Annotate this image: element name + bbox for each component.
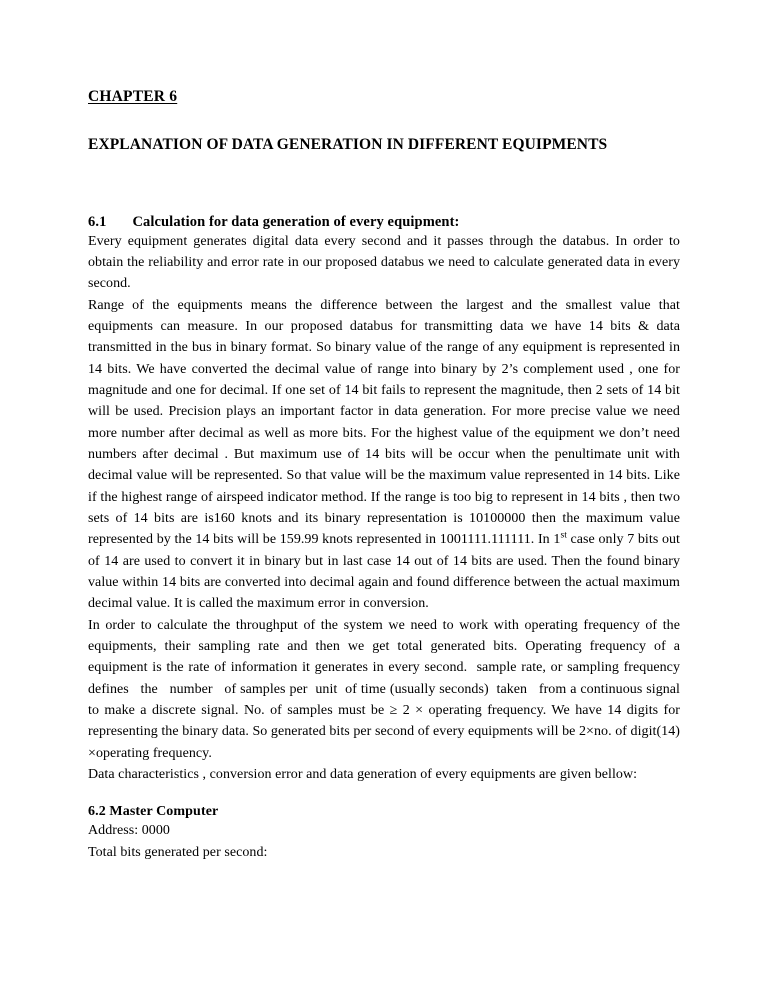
section-heading-6-2: 6.2 Master Computer: [88, 804, 219, 820]
paragraph-intro: Every equipment generates digital data every second and it passes through the databus. In order to obtain the reliability and error rate in our proposed databus we need to calculate generated data in every second.: [88, 233, 680, 292]
section-number-6-1: 6.1: [88, 213, 107, 230]
paragraph-throughput: In order to calculate the throughput of the system we need to work with operating frequency of the equipments, their sampling rate and then we get total generated bits. Operating frequency of a equipment is the rate of information it generates in every second. sample rate, or sampling frequency defines the number of samples per unit of time (usually seconds) taken from a continuous signal to make a discrete signal. No. of samples must be ≥ 2 × operating frequency. We have 14 digits for representing the binary data. So generated bits per second of every equipments will be 2×no. of digit(14) ×operating frequency.: [88, 617, 684, 761]
paragraph-range-part-b: case only 7 bits out of 14 are used to convert it in binary but in last case 14 out of 14 bits are used. Then the found binary value within 14 bits are converted into decimal again and found difference between the actual maximum decimal value. It is called the maximum error in conversion.: [88, 532, 680, 612]
paragraph-data-characteristics: Data characteristics , conversion error and data generation of every equipments are given bellow:: [88, 767, 638, 783]
paragraph-range-explanation: [88, 295, 680, 615]
chapter-label-text: CHAPTER 6: [88, 88, 178, 105]
chapter-label: [88, 88, 680, 106]
paragraph-range-part-a: Range of the equipments means the difference between the largest and the smallest value that equipments can measure. In our proposed databus for transmitting data we have 14 bits & data transmitted in the bus in binary format. So binary value of the range of any equipment is represented in 14 bits. We have converted the decimal value of range into binary by 2’s complement used , one for magnitude and one for decimal. If one set of 14 bit fails to represent the magnitude, then 2 sets of 14 bit will be used. Precision plays an important factor in data generation. For more precise value we need more number after decimal as well as more bits. For the highest value of the equipment we don’t need numbers after decimal . But maximum use of 14 bits will be occur when the penultimate unit with decimal value will be represented. So that value will be the maximum value represented in 14 bits. Like if the highest range of airspeed indicator method. If the range is too big to represent in 14 bits , then two sets of 14 bits are is160 knots and its binary representation is 10100000 then the maximum value represented by the 14 bits will be 159.99 knots represented in 1001111.111111. In 1: [88, 297, 680, 548]
ordinal-superscript-st: st: [560, 530, 567, 541]
master-computer-address: Address: 0000: [88, 823, 170, 839]
section-title-6-1: Calculation for data generation of every equipment:: [132, 213, 460, 230]
section-heading-6-1: [88, 214, 680, 231]
chapter-title: EXPLANATION OF DATA GENERATION IN DIFFERENT EQUIPMENTS: [88, 136, 608, 153]
document-content: [88, 88, 684, 863]
master-computer-total-bits: Total bits generated per second:: [88, 844, 268, 860]
